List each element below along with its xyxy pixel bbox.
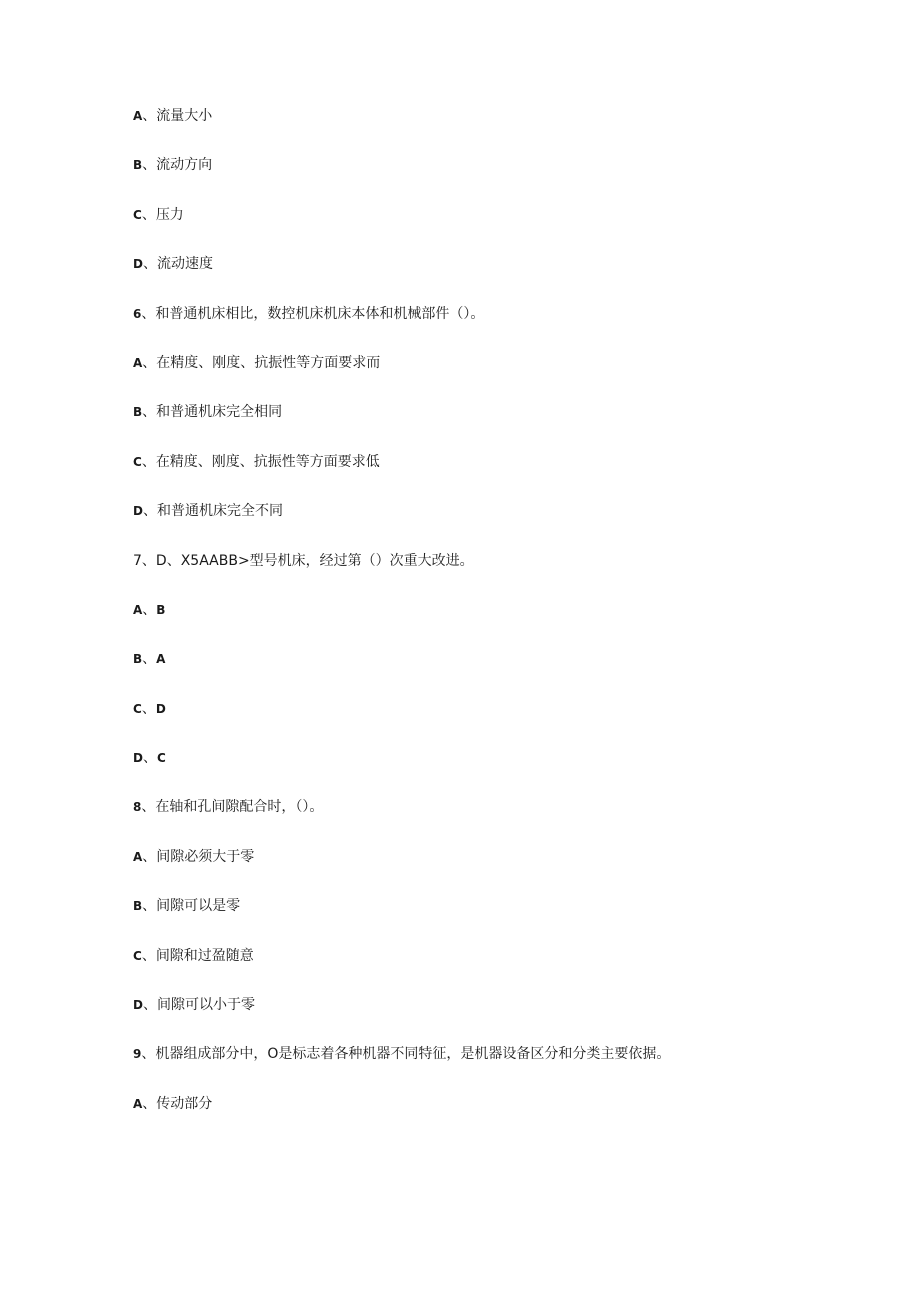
question-text: 和普通机床相比，数控机床机床本体和机械部件（）。: [155, 305, 485, 322]
separator: 、: [142, 898, 157, 915]
separator: 、: [141, 947, 156, 964]
question-line: [133, 302, 833, 351]
option-line: [133, 104, 833, 153]
option-line: [133, 944, 833, 993]
question-number: 8: [133, 800, 142, 815]
option-letter: A: [133, 1096, 143, 1111]
question-line: [133, 1042, 833, 1091]
option-line: [133, 647, 833, 696]
option-line: [133, 598, 833, 647]
separator: 、: [142, 354, 157, 371]
option-letter: C: [133, 454, 142, 469]
option-text: 流量大小: [156, 108, 213, 124]
question-line: [133, 795, 833, 844]
option-text: 流动速度: [156, 256, 213, 273]
option-letter: A: [133, 602, 143, 617]
option-text: 传动部分: [156, 1095, 213, 1112]
option-line: [133, 252, 833, 301]
separator: 、: [142, 601, 157, 618]
option-line: [133, 203, 833, 252]
option-text: D: [155, 701, 166, 716]
option-letter: C: [133, 948, 142, 963]
separator: 、: [141, 700, 156, 717]
option-text: 间隙必须大于零: [156, 848, 255, 865]
option-letter: D: [133, 751, 143, 766]
option-letter: D: [133, 998, 143, 1013]
option-letter: D: [133, 257, 143, 272]
option-letter: C: [133, 207, 142, 222]
option-text: C: [156, 751, 166, 766]
option-text: 流动方向: [156, 157, 213, 174]
option-text: 压力: [155, 206, 184, 223]
option-text: 间隙和过盈随意: [155, 947, 254, 964]
separator: 、: [141, 206, 156, 223]
option-text: 在精度、刚度、抗振性等方面要求低: [155, 453, 380, 470]
question-number: 7: [133, 552, 142, 569]
option-letter: B: [133, 652, 143, 667]
option-letter: B: [133, 899, 143, 914]
option-letter: D: [133, 504, 143, 519]
separator: 、: [142, 651, 157, 668]
option-text: 和普通机床完全不同: [156, 503, 283, 520]
option-line: [133, 400, 833, 449]
option-letter: A: [133, 849, 143, 864]
option-letter: A: [133, 109, 143, 123]
separator: 、: [142, 997, 157, 1014]
option-text: 间隙可以小于零: [156, 997, 255, 1014]
question-line: [133, 549, 833, 598]
separator: 、: [141, 305, 156, 322]
separator: 、: [142, 848, 157, 865]
option-line: [133, 450, 833, 499]
separator: 、: [141, 799, 156, 816]
option-line: [133, 697, 833, 746]
option-line: [133, 351, 833, 400]
option-letter: B: [133, 158, 143, 173]
option-line: [133, 993, 833, 1042]
question-text: D、X5AABB>型号机床，经过第（）次重大改进。: [155, 552, 474, 569]
option-line: [133, 845, 833, 894]
separator: 、: [142, 404, 157, 421]
separator: 、: [141, 453, 156, 470]
option-text: 间隙可以是零: [156, 898, 241, 915]
question-text: 机器组成部分中，O是标志着各种机器不同特征，是机器设备区分和分类主要依据。: [155, 1046, 671, 1063]
option-line: [133, 746, 833, 795]
option-line: [133, 1092, 833, 1141]
option-text: B: [156, 602, 166, 617]
separator: 、: [142, 157, 157, 174]
option-letter: B: [133, 405, 143, 420]
separator: 、: [141, 1046, 156, 1063]
option-text: 在精度、刚度、抗振性等方面要求而: [156, 354, 381, 371]
option-line: [133, 153, 833, 202]
question-text: 在轴和孔间隙配合时，（）。: [155, 799, 324, 816]
separator: 、: [142, 503, 157, 520]
option-letter: A: [133, 355, 143, 370]
document-body: [133, 104, 833, 1141]
option-text: A: [156, 652, 166, 667]
option-text: 和普通机床完全相同: [156, 404, 283, 421]
separator: 、: [142, 1095, 157, 1112]
question-number: 6: [133, 306, 142, 321]
option-line: [133, 499, 833, 548]
option-letter: C: [133, 701, 142, 716]
separator: 、: [141, 552, 156, 569]
separator: 、: [142, 750, 157, 767]
separator: 、: [142, 256, 157, 273]
option-line: [133, 894, 833, 943]
question-number: 9: [133, 1047, 142, 1062]
separator: 、: [142, 108, 157, 124]
